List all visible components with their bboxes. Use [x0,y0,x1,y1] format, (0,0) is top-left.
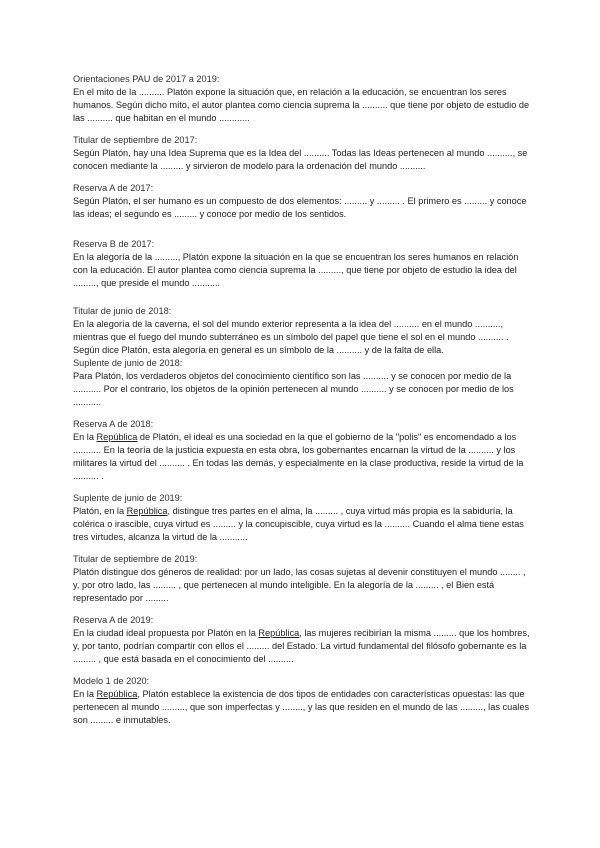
section-body: Para Platón, los verdaderos objetos del conocimiento científico son las .......... y se conocen por medio de la ........... Por el contrario, los objetos de la opinión pertenecen al mundo .......... y se conocen por medio de los ........... [73,371,514,407]
section-heading: Reserva A de 2017: [73,183,154,193]
section-body [73,431,533,483]
document-page [73,73,533,727]
section-reserva-b-2017 [73,238,533,290]
section-suplente-junio-2018 [73,357,533,409]
section-body: Platón distingue dos géneros de realidad: por un lado, las cosas sujetas al devenir constituyen el mundo ........ , y, por otro lado, las ......... , que pertenecen al mundo inteligible. En la alegoría de la ......... , el Bien está representado por ......... [73,567,526,603]
section-body [73,505,533,544]
body-text: Platón, en la [73,506,127,516]
section-heading: Orientaciones PAU de 2017 a 2019: [73,74,220,84]
section-sept-2017 [73,134,533,173]
republica-title: República [96,689,138,699]
section-sept-2019 [73,553,533,605]
section-body: En el mito de la .......... Platón expone la situación que, en relación a la educación, se encuentran los seres humanos. Según dicho mito, el autor plantea como ciencia suprema la .......... que tiene por objeto de estudio de las .......... que habitan en el mundo ............ [73,87,530,123]
body-text: En la [73,689,97,699]
section-heading: Modelo 1 de 2020: [73,676,150,686]
section-reserva-a-2017 [73,182,533,221]
body-text: En la [73,432,97,442]
body-text: , las mujeres recibirían la misma ......... que los hombres, y, por tanto, podrían compartir con ellos el ......... del Estado. La virtud fundamental del filósofo gobernante es la ......... , que está basada en el conocimiento del .......... [73,628,530,664]
body-text: de Platón, el ideal es una sociedad en la que el gobierno de la "polis" es encomendado a los ........... En la teoría de la justicia expuesta en esta obra, los gobernantes encarnan la virtud de la .......... y los militares la virtud del .......... . En todas las demás, y especialmente en la clase productiva, reside la virtud de la .......... . [73,432,524,481]
section-body: Según Platón, el ser humano es un compuesto de dos elementos: ......... y ......... . El primero es ......... y conoce las ideas; el segundo es ......... y conoce por medio de los sentidos. [73,196,527,219]
section-body: En la alegoría de la ........., Platón expone la situación en la que se encuentran los seres humanos en relación con la educación. El autor plantea como ciencia suprema la ........., que tiene por objeto de estudio la idea del ........., que preside el mundo ........... [73,252,519,288]
section-heading: Suplente de junio de 2018: [73,358,183,368]
section-suplente-junio-2019 [73,492,533,544]
section-reserva-a-2018 [73,418,533,483]
section-body: En la alegoría de la caverna, el sol del mundo exterior representa a la idea del .......... en el mundo .........., mientras que el fuego del mundo subterráneo es un símbolo del papel que tiene el sol en el mundo .......... . Según dice Platón, esta alegoría en general es un símbolo de la .......... y de la falta de ella. [73,319,509,355]
body-text: , distingue tres partes en el alma, la ......... , cuya virtud más propia es la sabiduría, la colérica o irascible, cuya virtud es ......... y la concupiscible, cuya virtud es la .......... Cuando el alma tiene estas tres virtudes, alcanza la virtud de la ........... [73,506,524,542]
section-body [73,627,533,666]
body-text: , Platón establece la existencia de dos tipos de entidades con características opuestas: las que pertenecen al mundo ........., que son imperfectas y ........, y las que residen en el mundo de las ........., las cuales son ......... e inmutables. [73,689,530,725]
republica-title: República [258,628,300,638]
republica-title: República [126,506,168,516]
section-junio-2018 [73,305,533,357]
section-heading: Reserva A de 2019: [73,615,154,625]
section-reserva-a-2019 [73,614,533,666]
section-body [73,688,533,727]
section-heading: Titular de septiembre de 2019: [73,554,198,564]
section-heading: Titular de junio de 2018: [73,306,172,316]
section-modelo-1-2020 [73,675,533,727]
republica-title: República [96,432,138,442]
body-text: En la ciudad ideal propuesta por Platón en la [73,628,259,638]
section-2017-2019 [73,73,533,125]
section-heading: Reserva A de 2018: [73,419,154,429]
section-heading: Reserva B de 2017: [73,239,155,249]
section-heading: Titular de septiembre de 2017: [73,135,198,145]
section-body: Según Platón, hay una Idea Suprema que es la Idea del .......... Todas las Ideas pertenecen al mundo .........., se conocen mediante la ......... y sirvieron de modelo para la ordenación del mundo .......... [73,148,528,171]
section-heading: Suplente de junio de 2019: [73,493,183,503]
